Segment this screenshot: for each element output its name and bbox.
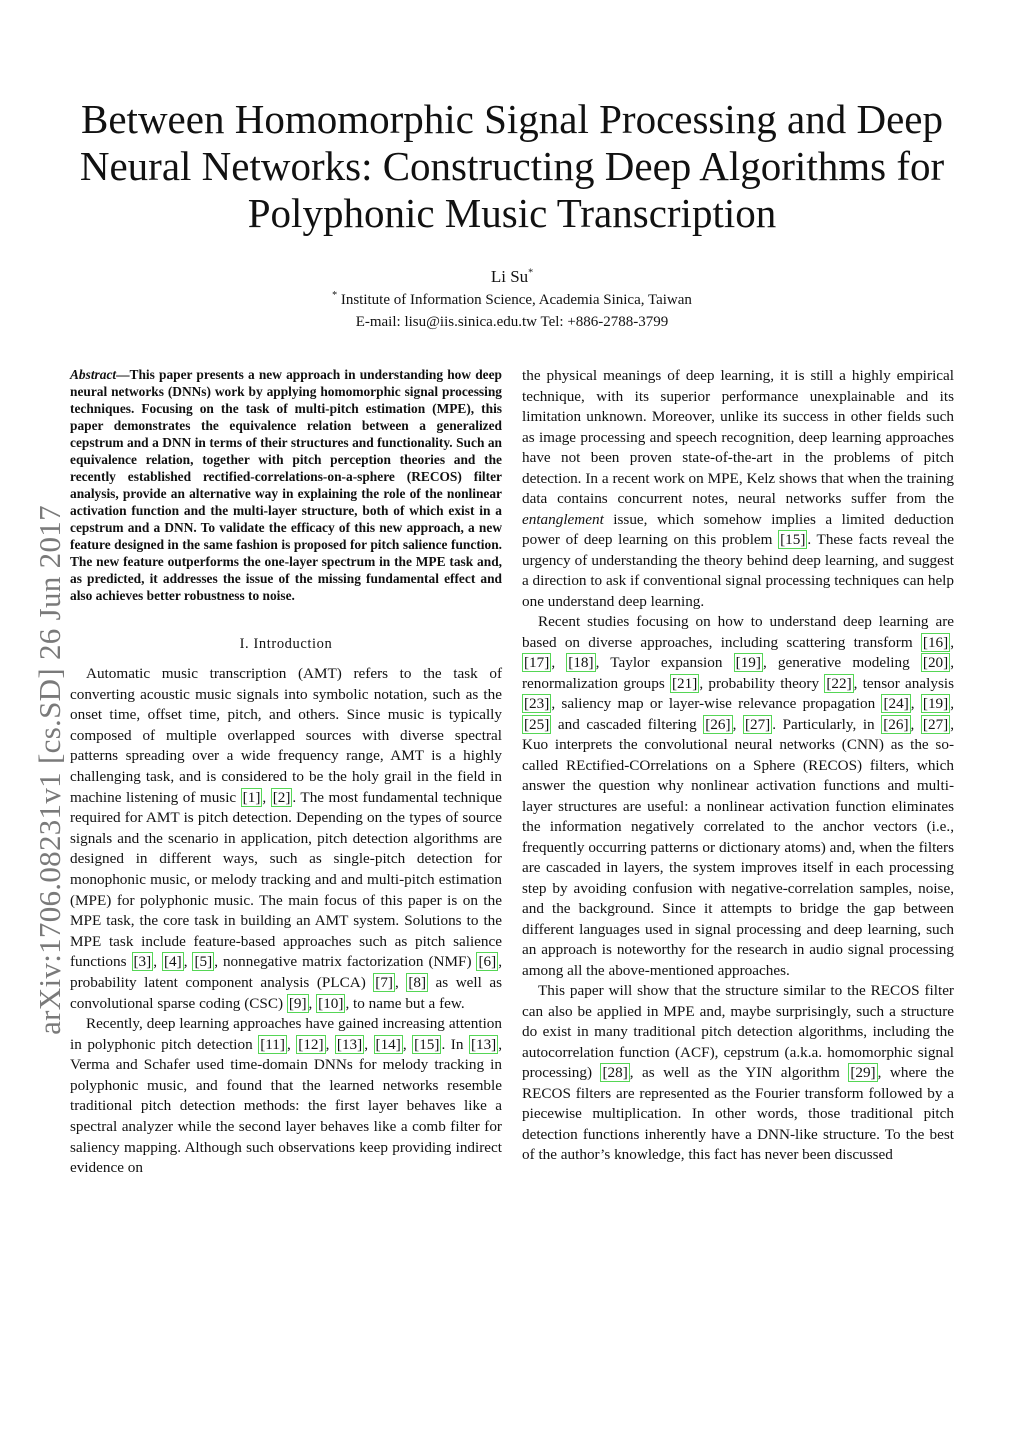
citation-link[interactable]: [25] — [524, 715, 550, 733]
paragraph-text: and cascaded filtering — [551, 715, 704, 733]
citation-link[interactable]: [21] — [672, 674, 698, 692]
citation-link[interactable]: [13] — [336, 1035, 363, 1053]
paragraph-text: issue, which somehow implies a limited deduction power of deep learning on this problem — [522, 510, 954, 548]
affiliation-mark: * — [332, 290, 338, 301]
paragraph-text: , — [950, 695, 955, 712]
left-column — [70, 366, 502, 1179]
intro-paragraph-1 — [70, 664, 502, 1014]
paragraph-text: , as well as the YIN algorithm — [629, 1064, 849, 1081]
citation-link[interactable]: [6] — [478, 953, 497, 971]
contact-line: E-mail: lisu@iis.sinica.edu.tw Tel: +886-2788-3799 — [355, 314, 669, 330]
citation-link[interactable]: [26] — [705, 715, 731, 733]
paragraph-text: , — [910, 715, 921, 733]
abstract: Abstract—This paper presents a new approach in understanding how deep neural networks (DNNs) work by applying homomorphic signal processing techniques. Focusing on the task of multi-pitch estimation (MPE), this paper demonstrates the equivalence relation between a generalized cepstrum and a DNN in terms of their structures and functionality. Such an equivalence relation, together with pitch perception theories and the recently established rectified-correlations-on-a-sphere (RECOS) filter analysis, provide an alternative way in explaining the role of the nonlinear activation function and the multi-layer structure, both of which exist in a cepstrum and a DNN. To validate the efficacy of this new approach, a new feature designed in the same fashion is proposed for pitch salience function. The new feature outperforms the one-layer spectrum in the MPE task and, as predicted, it addresses the issue of the missing fundamental effect and also achieves better robustness to noise. — [70, 367, 502, 603]
paragraph-text: , — [286, 1035, 297, 1053]
paragraph-text: , — [551, 654, 567, 671]
citation-link[interactable]: [28] — [602, 1064, 628, 1081]
paragraph-text: , tensor analysis — [853, 674, 954, 692]
citation-link[interactable]: [1] — [242, 788, 261, 806]
citation-link[interactable]: [7] — [375, 973, 393, 991]
paragraph-text: , to name but a few. — [345, 994, 465, 1012]
paragraph-text: , saliency map or layer-wise relevance propagation — [551, 695, 882, 712]
arxiv-identifier: arXiv:1706.08231v1 [cs.SD] 26 Jun 2017 — [32, 505, 67, 1035]
section-heading-introduction — [70, 634, 502, 654]
paragraph-text: , — [262, 788, 271, 806]
paragraph-text: , Kuo interprets the convolutional neural networks (CNN) as the so-called REctified-COrrelations on a Sphere (RECOS) filters, which answer the question why nonlinear activation functions and multi-layer structures are useful: a nonlinear activation function eliminates the information negatively correlated to the anchor vectors (i.e., frequently occurring patterns or dictionary atoms) and, when the filters are cascaded in layers, the system improves itself in each processing step by avoiding confusion with negative-correlation samples, noise, and the background. Since it attempts to bridge the gap between different languages used in signal processing and deep learning, such an approach is noteworthy for the research in audio signal processing among all the above-mentioned approaches. — [522, 715, 955, 979]
citation-link[interactable]: [15] — [414, 1035, 440, 1053]
paragraph-text: as well as convolutional sparse coding (CSC) — [70, 973, 503, 1012]
paragraph-text: , probability theory — [699, 674, 825, 692]
paragraph-text: , — [325, 1035, 335, 1053]
citation-link[interactable]: [15] — [780, 531, 806, 548]
abstract-label: Abstract — [70, 367, 117, 382]
paragraph-text: , — [308, 994, 317, 1012]
author-name: Li Su — [490, 267, 529, 286]
emphasis-text: entanglement — [522, 510, 604, 528]
paragraph-text: , Taylor expansion — [595, 654, 734, 671]
citation-link[interactable]: [26] — [883, 715, 909, 733]
paper-title: Between Homomorphic Signal Processing and Deep Neural Networks: Constructing Deep Algorithms for Polyphonic Music Transcription — [79, 96, 945, 236]
paragraph-text: , where the RECOS filters are represented as the Fourier transform followed by a piecewise multiplication. In other words, those traditional pitch detection functions inherently have a DNN-like structure. To the best of the author’s knowledge, this fact has never been discussed — [522, 1064, 954, 1163]
paragraph-text: , — [910, 695, 921, 712]
paragraph-text: , — [395, 973, 407, 991]
citation-link[interactable]: [8] — [408, 973, 427, 991]
paragraph-text: Recent studies focusing on how to understand deep learning are based on diverse approaches, including scattering transform — [522, 613, 954, 651]
paragraph-text: Recently, deep learning approaches have gained increasing attention in polyphonic pitch detection — [70, 1015, 502, 1053]
paragraph-text: , — [402, 1035, 413, 1053]
citation-link[interactable]: [24] — [883, 695, 909, 712]
paragraph-text: , nonnegative matrix factorization (NMF) — [214, 953, 477, 971]
citation-link[interactable]: [23] — [524, 695, 550, 712]
citation-link[interactable]: [29] — [850, 1064, 876, 1081]
citation-link[interactable]: [10] — [318, 994, 344, 1012]
affiliation-line — [0, 290, 1024, 311]
paragraph-text: , — [183, 953, 193, 971]
paragraph-text: . These facts reveal the urgency of understanding the theory behind deep learning, and suggest a direction to ask if conventional signal processing techniques can help one understand deep learning. — [522, 531, 954, 610]
abstract-text: This paper presents a new approach in understanding how deep neural networks (DNNs) work by applying homomorphic signal processing techniques. Focusing on the task of multi-pitch estimation (MPE), this paper demonstrates the equivalence relation between a generalized cepstrum and a DNN in terms of their structures and functionality. Such an equivalence relation, together with pitch perception theories and the recently established rectified-correlations-on-a-sphere (RECOS) filter analysis, provide an alternative way in explaining the role of the nonlinear activation function and the multi-layer structure, both of which exist in a cepstrum and a DNN. To validate the efficacy of this new approach, a new feature designed in the same fashion is proposed for pitch salience function. The new feature outperforms the one-layer spectrum in the MPE task and, as predicted, it addresses the issue of the missing fundamental effect and also achieves better robustness to noise. — [70, 367, 502, 603]
citation-link[interactable]: [27] — [922, 715, 949, 733]
author-mark: * — [528, 267, 534, 279]
paragraph-text: , — [950, 633, 954, 651]
paragraph-text: , renormalization groups — [522, 654, 954, 692]
citation-link[interactable]: [14] — [375, 1035, 401, 1053]
citation-link[interactable]: [5] — [194, 953, 213, 971]
intro-paragraph-2 — [70, 1014, 502, 1179]
section-heading-text: I. Introduction — [239, 636, 333, 652]
intro-paragraph-4 — [522, 612, 954, 981]
citation-link[interactable]: [11] — [260, 1035, 285, 1053]
citation-link[interactable]: [19] — [735, 654, 761, 671]
citation-link[interactable]: [16] — [922, 633, 949, 651]
citation-link[interactable]: [3] — [133, 953, 152, 971]
citation-link[interactable]: [27] — [744, 715, 771, 733]
author-line — [0, 266, 1024, 288]
paragraph-text: , probability latent component analysis (PLCA) — [70, 953, 502, 991]
citation-link[interactable]: [9] — [288, 994, 307, 1012]
citation-link[interactable]: [20] — [922, 654, 949, 671]
paragraph-text: . In — [441, 1035, 469, 1053]
intro-paragraph-3 — [522, 366, 954, 612]
paragraph-text: , Verma and Schafer used time-domain DNNs for melody tracking in polyphonic music, and found that the learned networks resemble traditional pitch detection methods: the first layer behaves like a spectral analyzer while the second layer behaves like a comb filter for saliency mapping. Although such observations keep providing indirect evidence on — [70, 1035, 503, 1177]
paragraph-text: . The most fundamental technique required for AMT is pitch detection. Depending on the types of source signals and the scenario in application, pitch detection algorithms are designed in different ways, such as single-pitch detection for monophonic music, or melody tracking and and multi-pitch estimation (MPE) for polyphonic music. The main focus of this paper is on the MPE task, the core task in building an AMT system. Solutions to the MPE task include feature-based approaches such as pitch salience functions — [70, 788, 503, 971]
right-column — [522, 366, 954, 1166]
citation-link[interactable]: [4] — [163, 953, 182, 971]
citation-link[interactable]: [22] — [826, 674, 852, 692]
citation-link[interactable]: [12] — [298, 1035, 324, 1053]
citation-link[interactable]: [2] — [272, 788, 291, 806]
affiliation: Institute of Information Science, Academia Sinica, Taiwan — [340, 292, 692, 308]
paragraph-text: , — [732, 715, 743, 733]
paragraph-text: , — [364, 1035, 374, 1053]
citation-link[interactable]: [18] — [568, 654, 594, 671]
intro-paragraph-5 — [522, 981, 954, 1166]
citation-link[interactable]: [17] — [524, 654, 550, 671]
paragraph-text: This paper will show that the structure similar to the RECOS filter can also be applied in MPE and, maybe surprisingly, such a structure do exist in many traditional pitch detection algorithms, including the autocorrelation function (ACF), cepstrum (a.k.a. homomorphic signal processing) — [522, 982, 954, 1081]
paragraph-text: , generative modeling — [762, 654, 921, 671]
citation-link[interactable]: [13] — [470, 1035, 497, 1053]
paragraph-text: Automatic music transcription (AMT) refers to the task of converting acoustic music signals into symbolic notation, such as the onset time, offset time, pitch, and others. Since music is typically composed of multiple overlapped sources with diverse spectral patterns spreading over a wide frequency range, AMT is a highly challenging task, and is considered to be the holy grail in the field in machine listening of music — [70, 665, 502, 806]
paragraph-text: . Particularly, in — [772, 715, 882, 733]
paragraph-text: , — [153, 953, 162, 971]
paragraph-text: the physical meanings of deep learning, it is still a highly empirical technique, with its superior performance unexplainable and its limitation unknown. Moreover, unlike its success in other fields such as image processing and speech recognition, deep learning approaches have not been proven state-of-the-art in the problems of pitch detection. In a recent work on MPE, Kelz shows that when the training data contains concurrent notes, neural networks suffer from the — [522, 367, 954, 507]
citation-link[interactable]: [19] — [922, 695, 949, 712]
